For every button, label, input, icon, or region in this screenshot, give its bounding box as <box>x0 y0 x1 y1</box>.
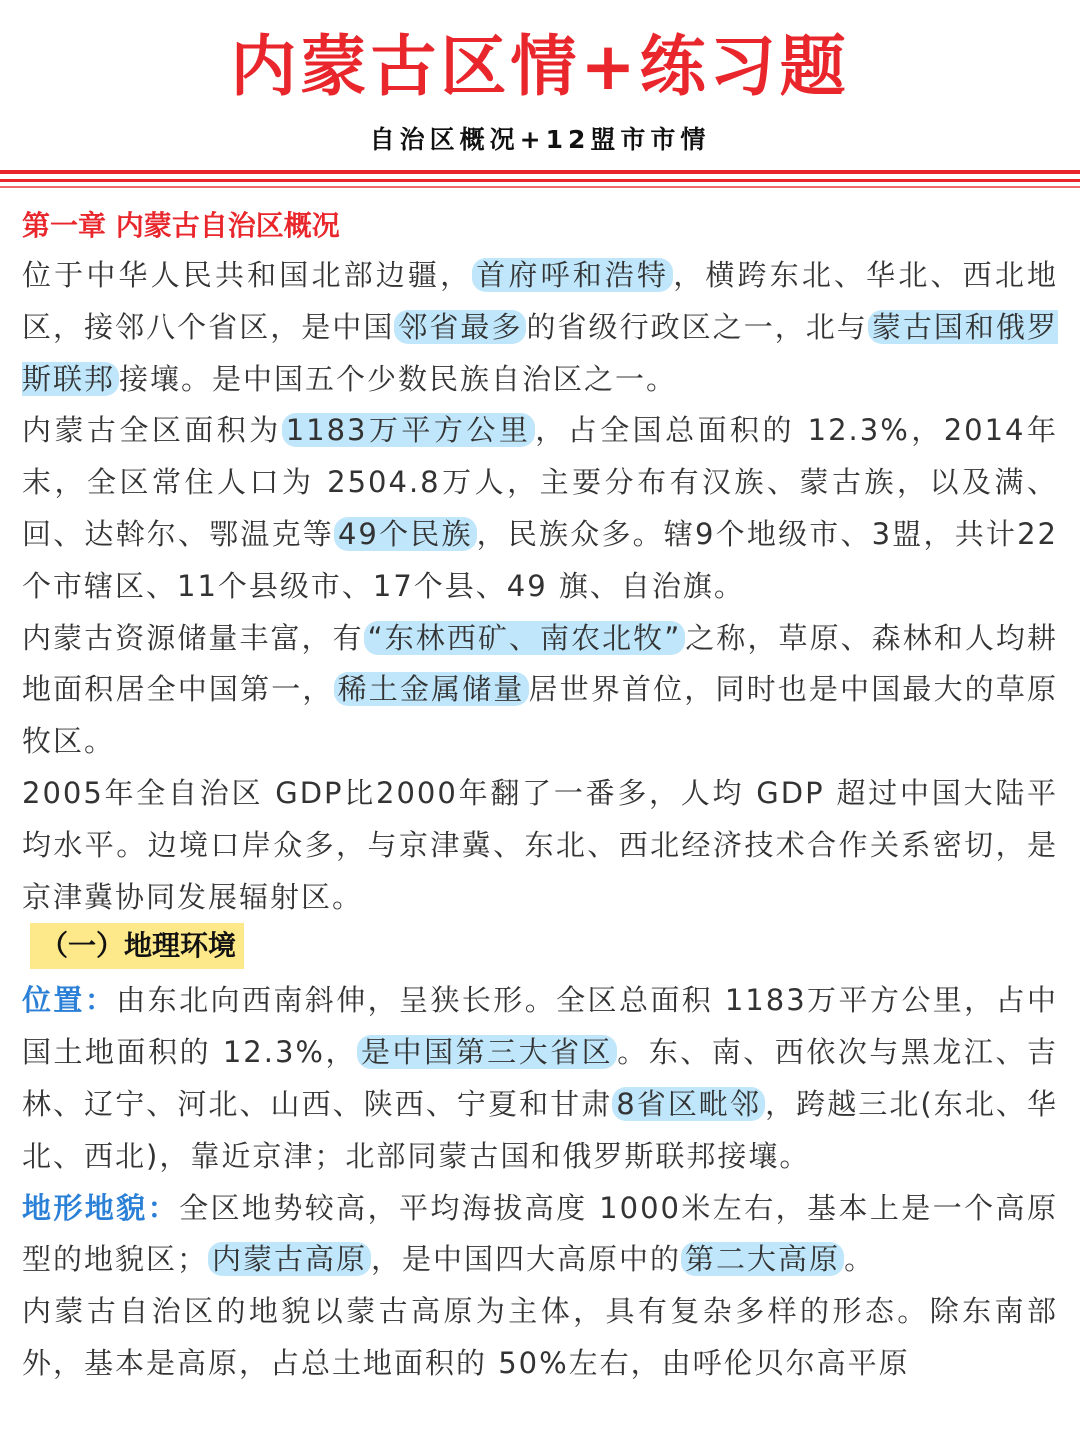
text-run: 的省级行政区之一，北与 <box>526 309 868 344</box>
section-heading-row <box>22 923 1058 975</box>
paragraph-overview <box>22 250 1058 405</box>
highlight-ethnic-groups: 49个民族 <box>334 517 477 551</box>
page-title: 内蒙古区情+练习题 <box>230 28 850 105</box>
text-run: ，是中国四大高原中的 <box>371 1242 682 1277</box>
highlight-border-countries: 蒙古国和俄罗斯联邦 <box>22 309 1058 396</box>
text-run: 2005年全自治区 GDP比2000年翻了一番多，人均 GDP 超过中国大陆平均水平。边境口岸众多，与京津冀、东北、西北经济技术合作关系密切，是京津冀协同发展辐射区。 <box>22 775 1058 914</box>
text-run: ，民族众多。辖9个地级市、3盟，共计22个市辖区、11个县级市、17个县、49 旗、自治旗。 <box>22 516 1058 603</box>
text-run: 之称，草原、森林和人均耕地面积居全中国第一， <box>22 620 1058 707</box>
highlight-plateau: 内蒙古高原 <box>208 1242 371 1276</box>
highlight-area: 1183万平方公里 <box>282 413 536 447</box>
page-subtitle: 自治区概况+12盟市市情 <box>369 125 711 154</box>
text-run: 。 <box>844 1242 876 1277</box>
text-run: 内蒙古全区面积为 <box>22 413 282 448</box>
highlight-third-largest: 是中国第三大省区 <box>357 1035 617 1069</box>
paragraph-location <box>22 975 1058 1182</box>
highlight-eight-provinces: 8省区毗邻 <box>612 1087 765 1121</box>
text-run: 接壤。是中国五个少数民族自治区之一。 <box>119 361 678 396</box>
label-location: 位置： <box>22 983 117 1018</box>
paragraph-terrain <box>22 1183 1058 1287</box>
text-run: 。东、南、西依次与黑龙江、吉林、辽宁、河北、山西、陕西、宁夏和甘肃 <box>22 1035 1058 1121</box>
highlight-rare-earth: 稀土金属储量 <box>334 672 529 706</box>
text-run: 居世界首位，同时也是中国最大的草原牧区。 <box>22 672 1058 759</box>
text-run: 全区地势较高，平均海拔高度 1000米左右，基本上是一个高原型的地貌区； <box>22 1190 1058 1277</box>
text-run: ，跨越三北(东北、华北、西北)，靠近京津；北部同蒙古国和俄罗斯联邦接壤。 <box>22 1086 1058 1173</box>
paragraph-economy <box>22 768 1058 923</box>
divider-line <box>0 179 1080 182</box>
text-run: 内蒙古自治区的地貌以蒙古高原为主体，具有复杂多样的形态。除东南部外，基本是高原，占总土地面积的 50%左右，由呼伦贝尔高平原 <box>22 1294 1058 1380</box>
label-terrain: 地形地貌： <box>22 1190 180 1225</box>
highlight-capital: 首府呼和浩特 <box>472 258 673 292</box>
paragraph-area-population <box>22 405 1058 612</box>
highlight-second-plateau: 第二大高原 <box>681 1242 844 1276</box>
divider-line <box>0 170 1080 174</box>
text-run: ，横跨东北、华北、西北地区，接邻八个省区，是中国 <box>22 258 1058 344</box>
paragraph-resources <box>22 613 1058 768</box>
chapter-title: 第一章 内蒙古自治区概况 <box>22 209 340 242</box>
text-run: 内蒙古资源储量丰富，有 <box>22 620 364 655</box>
highlight-resource-motto: “东林西矿、南农北牧” <box>364 621 686 655</box>
paragraph-landforms <box>22 1286 1058 1390</box>
text-run: ，占全国总面积的 12.3%，2014年末，全区常住人口为 2504.8万人，主要分布有汉族、蒙古族，以及满、回、达斡尔、鄂温克等 <box>22 413 1058 551</box>
text-run: 由东北向西南斜伸，呈狭长形。全区总面积 1183万平方公里，占中国土地面积的 12.3%， <box>22 983 1058 1070</box>
highlight-neighbors: 邻省最多 <box>394 310 526 344</box>
header-divider <box>0 170 1080 188</box>
section-title: （一）地理环境 <box>30 923 244 969</box>
article-body <box>0 188 1080 1390</box>
text-run: 位于中华人民共和国北部边疆， <box>22 258 473 292</box>
